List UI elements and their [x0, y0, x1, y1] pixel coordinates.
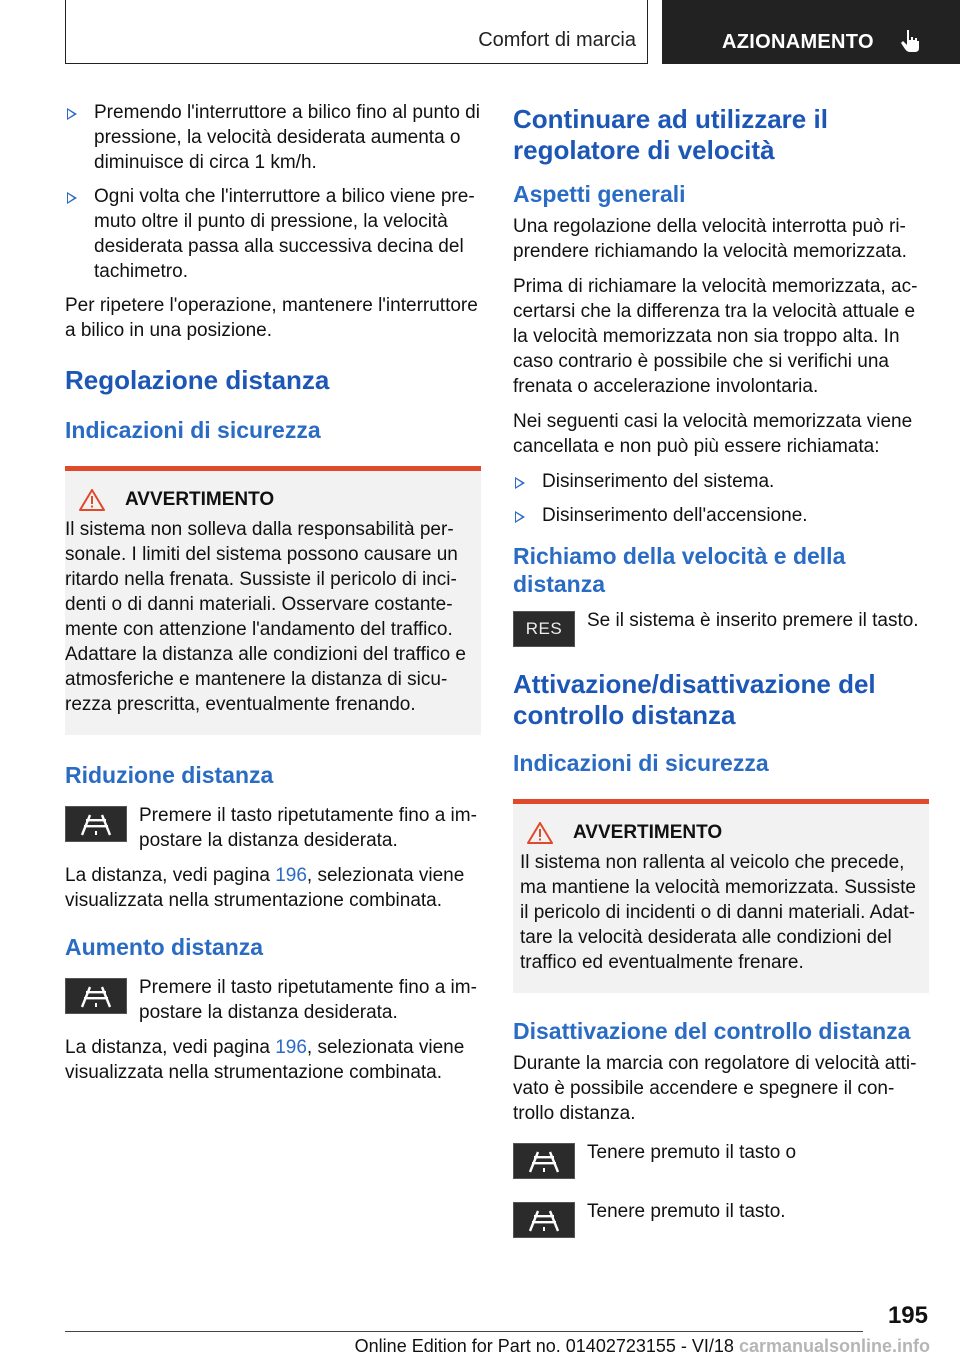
page-link-196[interactable]: 196	[275, 1037, 307, 1058]
heading-safety-notes: Indicazioni di sicurezza	[513, 750, 769, 776]
warning-triangle-icon	[527, 822, 553, 844]
bullet-triangle-icon	[515, 511, 525, 523]
heading-safety-notes: Indicazioni di sicurezza	[65, 417, 321, 443]
hold-instruction-1: Tenere premuto il tasto o	[587, 1142, 797, 1163]
warning-body: Il sistema non solleva dalla responsabilità per‐sonale. I limiti del sistema possono causare un ritardo nella frenata. Sussiste il pericolo di inci‐denti o di danni materiali. Osservare costante‐mente con attenzione l'andamento del traffico. Adattare la distanza alle condizioni del traffico e atmosferiche e mantenere la distanza di sicu‐rezza prescritta, eventualmente frenando.	[65, 519, 467, 715]
increase-distance-note: La distanza, vedi pagina 196, selezionata viene visualizzata nella strumentazione combinata.	[65, 1037, 465, 1083]
warning-box	[513, 799, 929, 993]
deactivate-paragraph: Durante la marcia con regolatore di velocità atti‐vato è possibile accendere e spegnere il con‐trollo distanza.	[513, 1053, 917, 1124]
res-key-label: RES	[525, 619, 563, 638]
reduce-distance-note: La distanza, vedi pagina 196, selezionata viene visualizzata nella strumentazione combinata.	[65, 865, 465, 911]
distance-button-image	[513, 1202, 575, 1238]
warning-triangle-icon	[79, 489, 105, 511]
bullet-list-cancel	[513, 469, 929, 528]
left-column	[65, 100, 481, 1095]
res-button-row	[513, 608, 929, 647]
footer-edition	[0, 1335, 930, 1357]
heading-distance-regulation: Regolazione distanza	[65, 365, 330, 395]
header-section-title: Comfort di marcia	[478, 29, 636, 51]
warning-box	[65, 466, 481, 735]
heading-deactivate-distance: Disattivazione del controllo distanza	[513, 1018, 911, 1044]
res-instruction: Se il sistema è inserito premere il tasto.	[587, 610, 919, 631]
general-paragraph-1: Una regolazione della velocità interrotta può ri‐prendere richiamando la velocità memorizzata.	[513, 216, 907, 262]
increase-distance-row	[65, 975, 481, 1025]
footer-divider	[65, 1331, 863, 1332]
right-column	[513, 100, 929, 1248]
heading-increase-distance: Aumento distanza	[65, 934, 264, 960]
hold-instruction-2: Tenere premuto il tasto.	[587, 1201, 786, 1222]
edition-text: Online Edition for Part no. 01402723155 - VI/18	[354, 1336, 734, 1356]
general-paragraph-3: Nei seguenti casi la velocità memorizzata viene cancellata e non può più essere richiamata:	[513, 411, 913, 457]
list-item: Ogni volta che l'interruttore a bilico viene pre‐muto oltre il punto di pressione, la velocità desiderata passa alla successiva decina del tachimetro.	[65, 184, 481, 284]
page-link-196[interactable]: 196	[275, 865, 307, 886]
bullet-list-adjust	[65, 100, 481, 284]
warning-header	[65, 489, 481, 511]
warning-body: Il sistema non rallenta al veicolo che precede, ma mantiene la velocità memorizzata. Sussiste il pericolo di incidenti o di danni materiali. Adat‐tare la velocità desiderata alle condizioni del traffico ed eventualmente frenare.	[520, 852, 916, 973]
distance-button-image	[513, 1143, 575, 1179]
general-paragraph-2: Prima di richiamare la velocità memorizzata, ac‐certarsi che la differenza tra la velocità attuale e la velocità memorizzata non sia troppo alta. In caso contrario è possibile che si verifichi una frenata o accelerazione involontaria.	[513, 276, 918, 397]
reduce-distance-instruction: Premere il tasto ripetutamente fino a im‐postare la distanza desiderata.	[139, 805, 477, 851]
header-chapter-tab	[662, 0, 960, 64]
distance-road-icon	[527, 1148, 561, 1174]
increase-distance-instruction: Premere il tasto ripetutamente fino a im‐postare la distanza desiderata.	[139, 977, 477, 1023]
list-item: Disinserimento del sistema.	[513, 469, 929, 494]
heading-continue-cruise: Continuare ad utilizzare il regolatore di velocità	[513, 104, 828, 165]
bullet-triangle-icon	[515, 477, 525, 489]
watermark: carmanualsonline.info	[738, 1336, 930, 1356]
bullet-triangle-icon	[67, 108, 77, 120]
distance-road-icon	[79, 983, 113, 1009]
res-button-image	[513, 611, 575, 647]
heading-reduce-distance: Riduzione distanza	[65, 762, 274, 788]
header-chapter-label: AZIONAMENTO	[722, 31, 874, 53]
list-item: Premendo l'interruttore a bilico fino al punto di pressione, la velocità desiderata aumenta o diminuisce di circa 1 km/h.	[65, 100, 481, 175]
page-number: 195	[887, 1302, 928, 1329]
heading-general: Aspetti generali	[513, 181, 686, 207]
heading-toggle-distance: Attivazione/disattivazione del controllo distanza	[513, 669, 876, 730]
reduce-distance-row	[65, 803, 481, 853]
distance-button-image	[65, 806, 127, 842]
hold-button-row-1	[513, 1140, 929, 1179]
list-item: Disinserimento dell'accensione.	[513, 503, 929, 528]
bullet-triangle-icon	[67, 192, 77, 204]
hand-pointer-icon	[898, 28, 924, 54]
warning-title: AVVERTIMENTO	[125, 489, 275, 510]
distance-road-icon	[527, 1207, 561, 1233]
distance-button-image	[65, 978, 127, 1014]
distance-road-icon	[79, 811, 113, 837]
hold-button-row-2	[513, 1199, 929, 1238]
warning-title: AVVERTIMENTO	[573, 822, 723, 843]
warning-header	[513, 822, 929, 844]
heading-recall: Richiamo della velocità e della distanza	[513, 543, 846, 597]
repeat-paragraph: Per ripetere l'operazione, mantenere l'interruttore a bilico in una posizione.	[65, 295, 478, 341]
